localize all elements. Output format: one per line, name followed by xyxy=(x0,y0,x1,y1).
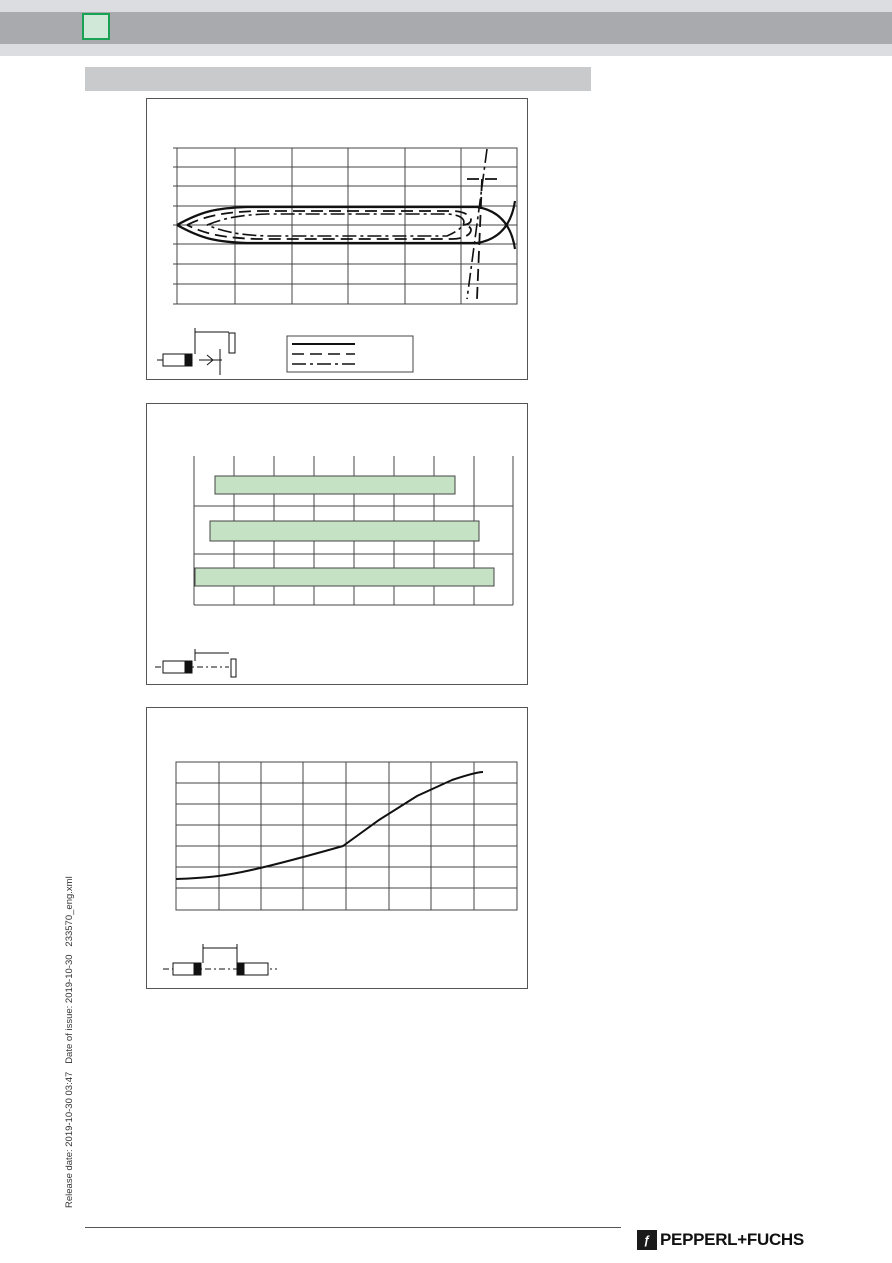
chart3-sensor-diagram xyxy=(163,944,277,975)
chart1-ticks xyxy=(173,148,177,304)
chart2-bar-2 xyxy=(210,521,479,541)
chart2-bar-3 xyxy=(195,568,494,586)
header-bar xyxy=(0,12,892,44)
chart1-grid xyxy=(177,148,517,304)
curve-chart xyxy=(147,708,529,990)
brand-name: PEPPERL+FUCHS xyxy=(660,1230,804,1249)
chart1-legend xyxy=(287,336,413,372)
pepperl-fuchs-logo-icon: ƒ xyxy=(637,1230,657,1250)
detection-range-chart xyxy=(147,99,529,381)
release-info-text: Release date: 2019-10-30 03:47 Date of issue: 2019-10-30 233570_eng.xml xyxy=(64,876,75,1208)
chart-panel-bars xyxy=(146,403,528,685)
brand-logo xyxy=(637,1229,804,1251)
chart-panel-detection-range xyxy=(146,98,528,380)
section-marker-icon xyxy=(82,13,110,40)
chart1-sensor-diagram xyxy=(157,328,235,375)
footer-divider xyxy=(85,1227,621,1228)
chart-panel-curve xyxy=(146,707,528,989)
chart2-sensor-diagram xyxy=(155,649,236,677)
section-heading-bar xyxy=(85,67,591,91)
chart1-series-dashdot xyxy=(207,149,487,299)
bar-chart xyxy=(147,404,529,686)
chart2-bar-1 xyxy=(215,476,455,494)
chart3-grid xyxy=(176,762,517,910)
chart1-series-dashed xyxy=(187,179,497,299)
